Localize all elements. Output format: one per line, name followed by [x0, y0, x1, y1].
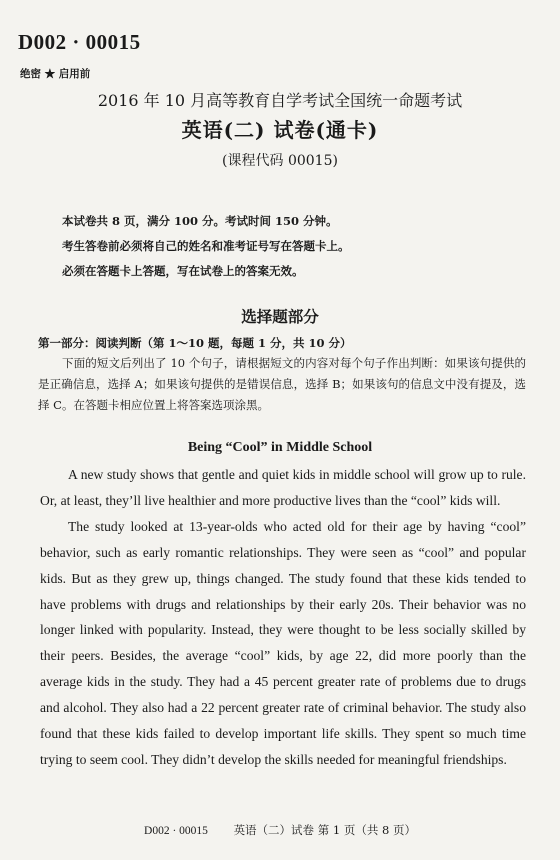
note-line: 本试卷共 8 页，满分 100 分。考试时间 150 分钟。 — [62, 214, 338, 228]
exam-title: 2016 年 10 月高等教育自学考试全国统一命题考试 — [97, 91, 463, 110]
note-line: 必须在答题卡上答题，写在试卷上的答案无效。 — [62, 264, 304, 278]
part-label: 第一部分：阅读判断（第 1～10 题，每题 1 分，共 10 分） — [38, 336, 352, 350]
footer-page-label: 英语（二）试卷 第 1 页（共 8 页） — [233, 823, 416, 837]
page-footer — [0, 822, 560, 838]
subject-title: 英语(二) 试卷(通卡) — [181, 118, 379, 142]
exam-code: D002 · 00015 — [18, 30, 141, 54]
passage-title: Being “Cool” in Middle School — [187, 440, 373, 455]
footer-code: D002 · 00015 — [144, 825, 208, 837]
exam-notes — [62, 211, 532, 286]
course-code: (课程代码 00015) — [222, 153, 338, 169]
note-line: 考生答卷前必须将自己的姓名和准考证号写在答题卡上。 — [62, 239, 350, 253]
confidential-label: 绝密 ★ 启用前 — [20, 68, 91, 80]
section-heading: 选择题部分 — [241, 307, 319, 326]
instructions: 下面的短文后列出了 10 个句子，请根据短文的内容对每个句子作出判断：如果该句提供的是正确信息，选择 A；如果该句提供的是错误信息，选择 B；如果该句的信息文中没有提及，选择 C。在答题卡相应位置上将答案选项涂黑。 — [38, 356, 526, 412]
passage-paragraph: The study looked at 13-year-olds who acted old for their age by having “cool” behavior, such as early romantic relationships. They were seen as “cool” and popular kids. But as they grew up, things changed. The study found that these kids tended to have problems with drugs and relationships by their early 20s. Their behavior was no longer linked with popularity. Instead, they were thought to be less socially skilled by their peers. Besides, the average “cool” kids, by age 22, did more poorly than the average kids in the study. They had a 45 percent greater rate of problems due to drugs and alcohol. They also had a 22 percent greater rate of criminal behavior. The study also found that these kids failed to develop important life skills. They spent so much time trying to seem cool. They didn’t develop the skills needed for meaningful friendships. — [40, 518, 526, 767]
passage-paragraph: A new study shows that gentle and quiet kids in middle school will grow up to rule. Or, at least, they’ll live healthier and more productive lives than the “cool” kids will. — [40, 467, 526, 508]
passage-body — [40, 462, 526, 773]
